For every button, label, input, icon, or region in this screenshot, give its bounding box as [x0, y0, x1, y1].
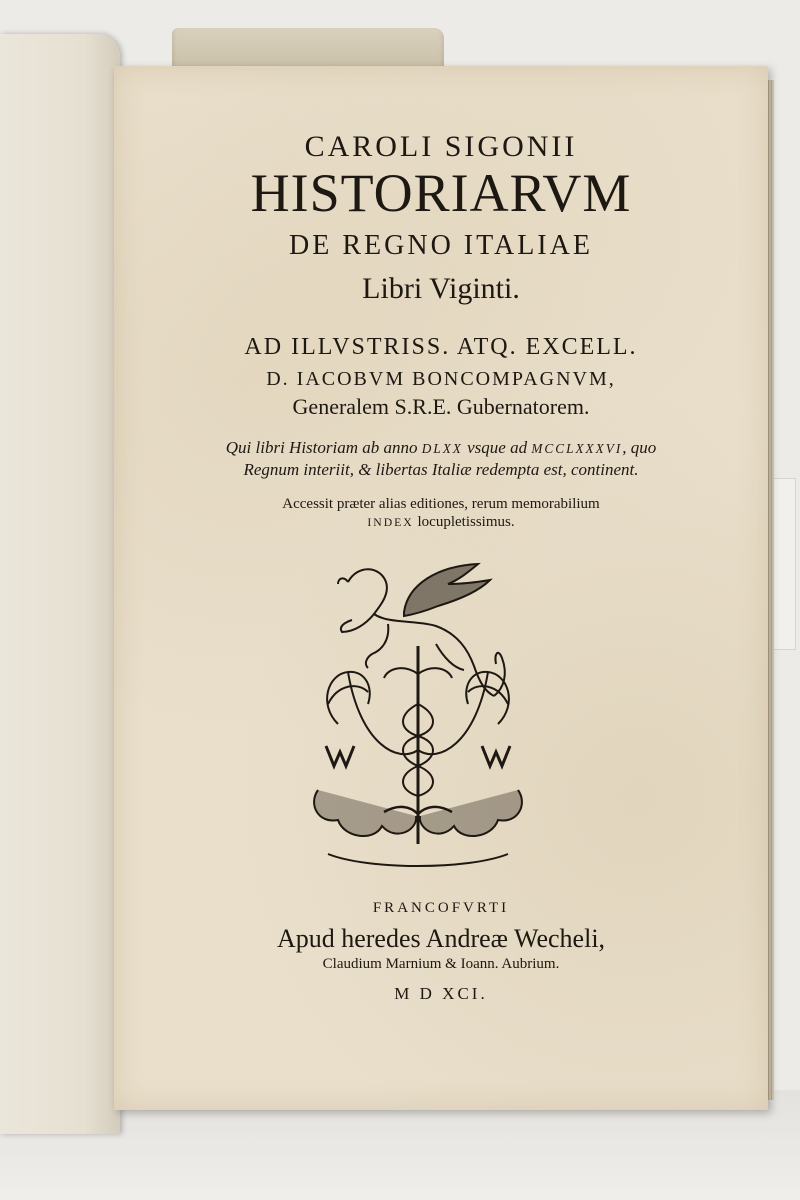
description-line-2: Regnum interiit, & libertas Italiæ redempta est, continent. — [243, 460, 639, 479]
books-count: Libri Viginti. — [362, 272, 520, 305]
index-note-2 — [114, 514, 768, 531]
description-line-1 — [114, 438, 768, 458]
imprint-year: M D XCI. — [394, 984, 488, 1003]
index-note-rest: locupletissimus. — [413, 514, 515, 530]
dedication-line-1: AD ILLVSTRISS. ATQ. EXCELL. — [244, 334, 638, 360]
description-text-e: , quo — [622, 438, 657, 457]
pegasus-caduceus-icon — [308, 554, 528, 874]
place-of-printing: FRANCOFVRTI — [372, 900, 510, 916]
index-word: INDEX — [367, 516, 414, 529]
title-page — [114, 66, 768, 1110]
description-text-a: Qui libri Historiam ab anno — [225, 438, 422, 457]
dedication-line-3: Generalem S.R.E. Gubernatorem. — [292, 394, 590, 419]
printers-names: Claudium Marnium & Ioann. Aubrium. — [322, 956, 560, 972]
main-title: HISTORIARVM — [250, 163, 632, 223]
dedication-line-2: D. IACOBVM BONCOMPAGNVM, — [266, 368, 616, 390]
left-flyleaf — [0, 34, 120, 1134]
start-year: DLXX — [421, 441, 463, 456]
end-year: MCCLXXXVI — [531, 441, 623, 456]
author-line: CAROLI SIGONII — [304, 130, 578, 163]
printer-line: Apud heredes Andreæ Wecheli, — [276, 924, 606, 953]
subtitle: DE REGNO ITALIAE — [289, 230, 593, 261]
description-text-c: vsque ad — [462, 438, 532, 457]
index-note-1: Accessit præter alias editiones, rerum memorabilium — [282, 496, 600, 512]
